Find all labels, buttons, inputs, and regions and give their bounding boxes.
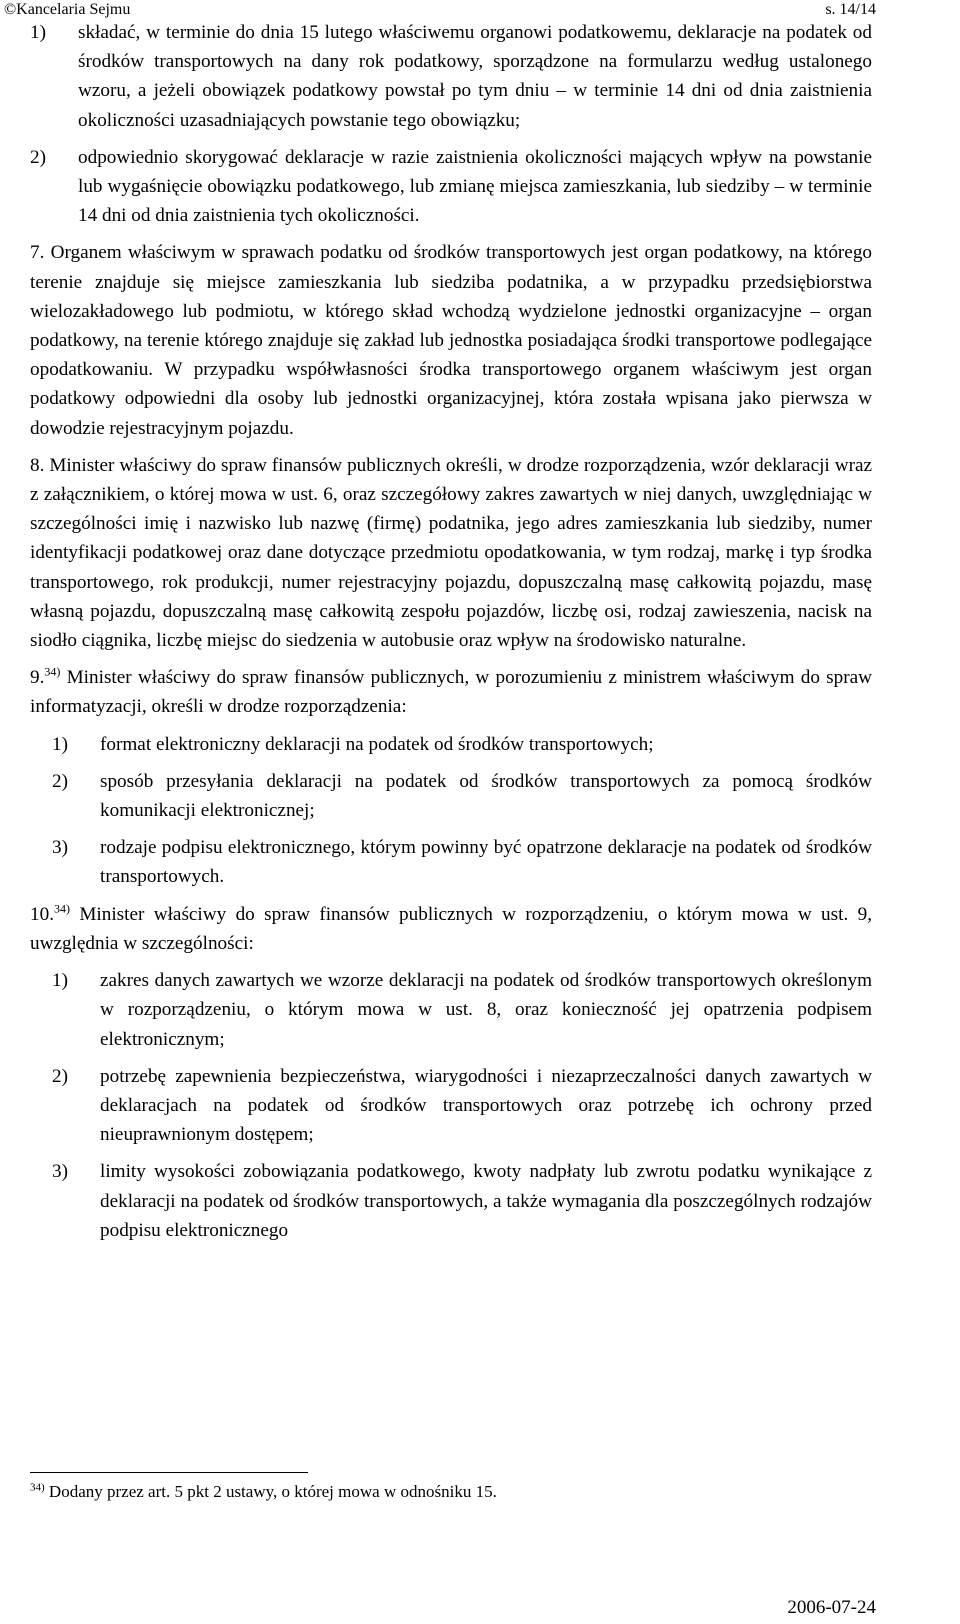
- paragraph-8: [30, 451, 872, 655]
- footnote: [30, 1480, 497, 1504]
- paragraph-number: 7.: [30, 242, 45, 264]
- item-number: 1): [52, 970, 68, 992]
- paragraph-10: [30, 900, 872, 958]
- item-number: 3): [52, 837, 68, 859]
- paragraph-text: Organem właściwym w sprawach podatku od środków transportowych jest organ podatkowy, na którego terenie znajduje się miejsce zamieszkania lub siedziba podatnika, a w przypadku przedsiębiorstwa wielozakładowego lub podmiotu, w którego skład wchodzą wydzielone jednostki organizacyjne – organ podatkowy, na terenie którego znajduje się zakład lub jednostka posiadająca środki transportowe podlegające opodatkowaniu. W przypadku współwłasności środka transportowego organem właściwym jest organ podatkowy odpowiedni dla osoby lub jednostki organizacyjnej, która została wpisana jako pierwsza w dowodzie rejestracyjnym pojazdu.: [30, 242, 873, 439]
- item-number: 2): [30, 146, 46, 168]
- copyright-header: ©Kancelaria Sejmu: [4, 1, 131, 18]
- list-item: [52, 730, 872, 759]
- list-item: [52, 1157, 872, 1245]
- item-text: limity wysokości zobowiązania podatkowego, kwoty nadpłaty lub zwrotu podatku wynikające z deklaracji na podatek od środków transportowych, a także wymagania dla poszczególnych rodzajów podpisu elektronicznego: [100, 1161, 872, 1241]
- item-number: 2): [52, 770, 68, 792]
- footnote-marker: 34): [30, 1481, 45, 1494]
- paragraph-number: 8.: [30, 454, 45, 476]
- list-item: [52, 833, 872, 891]
- list-item: [52, 767, 872, 825]
- footnote-divider: [30, 1472, 308, 1473]
- item-text: format elektroniczny deklaracji na podatek od środków transportowych;: [100, 733, 654, 755]
- footnote-reference: 34): [53, 901, 70, 916]
- document-date: 2006-07-24: [787, 1597, 876, 1618]
- paragraph-text: Minister właściwy do spraw finansów publicznych określi, w drodze rozporządzenia, wzór deklaracji wraz z załącznikiem, o której mowa w ust. 6, oraz szczegółowy zakres zawartych w niej danych, uwzględniając w szczególności imię i nazwisko lub nazwę (firmę) podatnika, jego adres zamieszkania lub siedziby, numer identyfikacji podatkowej oraz dane dotyczące przedmiotu opodatkowania, w tym rodzaj, markę i typ środka transportowego, rok produkcji, numer rejestracyjny pojazdu, dopuszczalną masę całkowitą pojazdu, masę własną pojazdu, dopuszczalną masę całkowitą zespołu pojazdów, liczbę osi, rodzaj zawieszenia, nacisk na siodło ciągnika, liczbę miejsc do siedzenia w autobusie oraz wpływ na środowisko naturalne.: [30, 454, 873, 652]
- item-number: 2): [52, 1065, 68, 1087]
- item-number: 1): [52, 733, 68, 755]
- paragraph-9: [30, 663, 872, 721]
- paragraph-number: 9.: [30, 667, 45, 689]
- paragraph-number: 10.: [30, 903, 54, 925]
- list-item: [52, 966, 872, 1054]
- item-text: sposób przesyłania deklaracji na podatek od środków transportowych za pomocą środków komunikacji elektronicznej;: [100, 770, 872, 822]
- list-item: [30, 143, 872, 231]
- item-number: 1): [30, 22, 46, 43]
- item-text: rodzaje podpisu elektronicznego, którym powinny być opatrzone deklaracje na podatek od środków transportowych.: [100, 837, 872, 888]
- item-text: zakres danych zawartych we wzorze deklaracji na podatek od środków transportowych określonym w rozporządzeniu, o którym mowa w ust. 8, oraz konieczność jej opatrzenia podpisem elektronicznym;: [100, 970, 872, 1050]
- list-item: [30, 18, 872, 135]
- footnote-text: Dodany przez art. 5 pkt 2 ustawy, o której mowa w odnośniku 15.: [48, 1482, 497, 1501]
- item-text: potrzebę zapewnienia bezpieczeństwa, wiarygodności i niezaprzeczalności danych zawartych w deklaracjach na podatek od środków transportowych oraz potrzebę ich ochrony przed nieuprawnionym dostępem;: [100, 1065, 872, 1146]
- item-text: składać, w terminie do dnia 15 lutego właściwemu organowi podatkowemu, deklaracje na podatek od środków transportowych na dany rok podatkowy, sporządzone na formularzu według ustalonego wzoru, a jeżeli obowiązek podatkowy powstał po tym dniu – w terminie 14 dni od dnia zaistnienia okoliczności uzasadniających powstanie tego obowiązku;: [78, 22, 872, 131]
- document-body: [30, 18, 872, 1253]
- paragraph-7: [30, 238, 872, 442]
- paragraph-text: Minister właściwy do spraw finansów publicznych, w porozumieniu z ministrem właściwym do spraw informatyzacji, określi w drodze rozporządzenia:: [30, 667, 872, 718]
- list-item: [52, 1062, 872, 1150]
- footnote-reference: 34): [44, 664, 61, 679]
- item-text: odpowiednio skorygować deklaracje w razie zaistnienia okoliczności mających wpływ na powstanie lub wygaśnięcie obowiązku podatkowego, lub zmianę miejsca zamieszkania, lub siedziby – w terminie 14 dni od dnia zaistnienia tych okoliczności.: [78, 146, 872, 227]
- page-number: s. 14/14: [825, 1, 876, 18]
- item-number: 3): [52, 1161, 68, 1183]
- paragraph-text: Minister właściwy do spraw finansów publicznych w rozporządzeniu, o którym mowa w ust. 9, uwzględnia w szczególności:: [30, 903, 873, 954]
